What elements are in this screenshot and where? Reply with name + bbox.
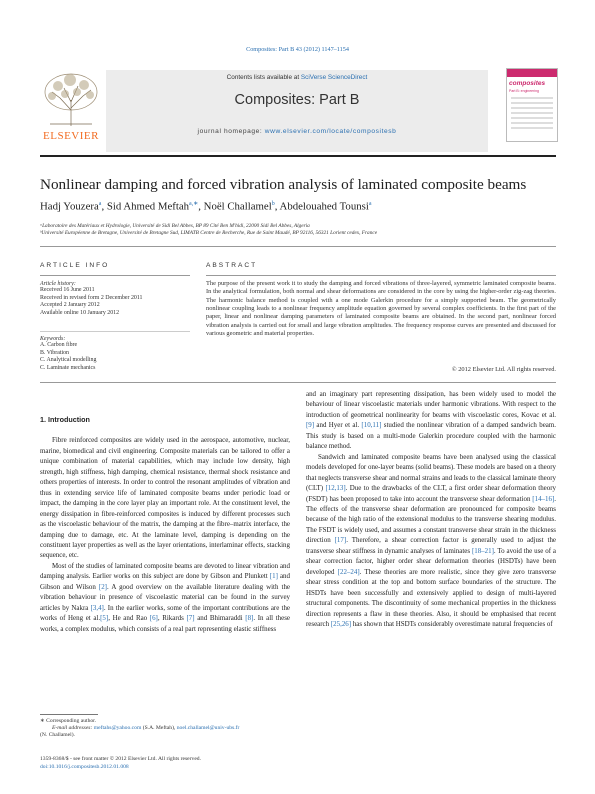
- homepage-link[interactable]: www.elsevier.com/locate/compositesb: [264, 128, 397, 135]
- article-title: Nonlinear damping and forced vibration analysis of laminated composite beams: [40, 176, 527, 193]
- keyword-item: B. Vibration: [40, 349, 69, 356]
- header-rule: [40, 155, 556, 157]
- text-run: , Rikards: [157, 614, 187, 623]
- citation-link[interactable]: [12,13]: [325, 484, 346, 493]
- history-item: Received 16 June 2011: [40, 287, 95, 293]
- text-run: and Bhimaraddi: [194, 614, 246, 623]
- abstract-rule: [206, 275, 556, 276]
- email-label: E-mail addresses:: [52, 725, 94, 732]
- history-item: Available online 10 January 2012: [40, 309, 120, 316]
- text-run: . To avoid the use of a shear correction factor, higher order shear deformation theories (HSDTs) have been developed: [306, 546, 556, 576]
- affiliation-b: ᵇUniversité Européenne de Bretagne, Université de Bretagne Sud, LIMATB Centre de Recherche, Rue de Saint Maudé, BP 92116, 56321 Lorient cedex, France: [40, 230, 378, 236]
- homepage-prefix: journal homepage:: [197, 128, 265, 135]
- paragraph: [306, 452, 556, 630]
- text-run: and an imaginary part representing dissipation, has been widely used to model the behaviour of linear viscoelastic materials under harmonic vibrations. With respect to the introduction of geometrical nonlinearity for beams with viscoelastic cores, Kovac et al.: [306, 390, 556, 419]
- journal-title: Composites: Part B: [234, 92, 360, 108]
- cover-band: [507, 69, 557, 77]
- text-run: . In all these works, a complex modulus, which consists of a real part representing elastic stiffness: [40, 614, 291, 633]
- paragraph: [40, 435, 290, 560]
- body-left-column: [40, 415, 290, 634]
- email-link-2[interactable]: noel.challamel@univ-ubs.fr: [176, 725, 240, 732]
- text-run: . These theories are more realistic, since they give zero transverse shear stress condition at the top and bottom surface boundaries of the structure. The HSDTs have been successfully and extensively applied to design of multi-layered structural components. The discontinuity of some mechanical properties in the thickness direction represents a flaw in these theories. Also, it should be emphasised that recent research: [306, 567, 556, 628]
- text-run: . Due to the drawbacks of the CLT, a first order shear deformation theory (FSDT) has been proposed to take into account the transverse shear deformation: [306, 484, 556, 503]
- history-item: Received in revised form 2 December 2011: [40, 294, 143, 301]
- affiliation-a: ᵃLaboratoire des Matériaux et Hydrologie, Université de Sidi Bel Abbes, BP 89 Cité Ben M'hidi, 22000 Sidi Bel Abbes, Algeria: [40, 223, 310, 229]
- author-4: Abdelouahed Tounsi: [279, 200, 369, 213]
- citation-link[interactable]: [8]: [245, 614, 254, 623]
- keywords-block: [40, 336, 190, 372]
- text-run: Most of the studies of laminated composite beams are devoted to linear vibration and damping analysis. Earlier works on this subject are done by Gibson and Plunkett: [40, 561, 290, 581]
- doi-link[interactable]: doi:10.1016/j.compositesb.2012.01.008: [40, 764, 129, 770]
- citation-link[interactable]: [5]: [100, 614, 109, 623]
- cover-title: composites: [509, 80, 546, 87]
- article-history: [40, 281, 190, 317]
- history-label: Article history:: [40, 281, 76, 287]
- author-3: Noël Challamel: [203, 200, 272, 213]
- text-run: . In the earlier works, some of the important contributions are the works of Heng et al.: [40, 603, 291, 623]
- author-1-mark[interactable]: a: [98, 201, 102, 207]
- abstract-text: The purpose of the present work it to study the damping and forced vibrations of three-layered, symmetric laminated composite beams. In the analytical formulation, both normal and shear deformations are considered in the core by using the higher-order zig-zag theories. The harmonic balance method is coupled with a one mode Galerkin procedure for a simply supported beam. The geometrically nonlinear coupling leads to a nonlinear frequency amplitude equation governed by several complex coefficients. In the first part of the paper, linear and nonlinear damping parameters of laminated composite beams are obtained. In the second part, nonlinear forced vibration analysis is carried out for small and large vibration amplitudes. The frequency response curves are presented and discussed for various geometric and material properties.: [206, 280, 556, 338]
- masthead-band: [106, 70, 488, 152]
- cover-text-lines: [511, 97, 553, 132]
- citation-link[interactable]: [14–16]: [532, 494, 555, 503]
- text-run: . A good overview on the available literature dealing with the vibration behaviour in presence of viscoelastic material can be found in the survey articles by Nakra: [40, 582, 290, 612]
- author-sep: ,: [198, 200, 204, 213]
- text-run: . The effects of the transverse shear deformation are pronounced for composite beams because of the high ratio of the extensional modulus to the transverse shearing modulus. The FSDT is widely used, and assumes a constant transverse shear strain in the thickness direction: [306, 494, 556, 545]
- author-2: Sid Ahmed Meftah: [106, 200, 190, 213]
- citation-link[interactable]: [22–24]: [337, 567, 360, 576]
- author-sep: ,: [101, 200, 107, 213]
- author-4-mark[interactable]: a: [368, 201, 372, 207]
- abstract-end-rule: [40, 382, 556, 383]
- cover-subtitle: Part B: engineering: [509, 89, 539, 93]
- article-info-rule: [40, 275, 190, 276]
- paragraph: [306, 389, 556, 452]
- contents-line: [106, 74, 488, 81]
- text-run: , He and Rao: [108, 614, 150, 623]
- citation-link[interactable]: [3,4]: [90, 603, 104, 612]
- text-run: studied the nonlinear vibration of a damped sandwich beam. This study is based on a multi-mode Galerkin procedure coupled with the harmonic balance method.: [306, 421, 556, 451]
- keywords-rule: [40, 331, 190, 332]
- journal-homepage: [106, 128, 488, 135]
- text-run: and Gibson and Wilson: [40, 572, 290, 591]
- citation-link[interactable]: [18–21]: [471, 546, 494, 555]
- history-item: Accepted 2 January 2012: [40, 302, 100, 309]
- contents-prefix: Contents lists available at: [226, 74, 301, 81]
- footnote-rule: [40, 714, 98, 715]
- publisher-wordmark: ELSEVIER: [43, 130, 99, 142]
- corresponding-author-note: ∗ Corresponding author.: [40, 718, 97, 724]
- paragraph: [40, 561, 290, 634]
- text-run: has shown that HSDTs considerably overestimate natural frequencies of: [351, 619, 553, 628]
- citation-link[interactable]: [2]: [98, 582, 107, 591]
- abstract-heading: ABSTRACT: [206, 262, 258, 269]
- author-3-mark[interactable]: b: [271, 201, 275, 207]
- email-owner-2: (N. Challamel).: [40, 732, 75, 739]
- keyword-item: A. Carbon fibre: [40, 342, 78, 348]
- email-owner-1: (S.A. Meftah),: [141, 725, 177, 732]
- citation-link[interactable]: [9]: [306, 421, 315, 430]
- journal-cover-thumbnail: [506, 68, 558, 142]
- footnote: [40, 718, 300, 740]
- sciverse-link[interactable]: SciVerse ScienceDirect: [300, 74, 368, 81]
- email-link-1[interactable]: meftahs@yahoo.com: [93, 725, 142, 732]
- email-line: [40, 725, 300, 732]
- keywords-label: Keywords:: [40, 336, 66, 342]
- elsevier-tree-logo: [40, 70, 102, 148]
- text-run: Fibre reinforced composites are widely used in the aerospace, automotive, nuclear, marine, biomedical and civil engineering. Composite materials can be tailored to offer a unique combination of material capabilities, which may include low density, high strength, high stiffness, high damping, chemical resistance, thermal shock resistance and others properties of interests. In order to control the resonant amplitudes of vibration and thus in extending service life of laminated composite beams under periodic load or impact, the damping in the core layer play an important role. At the constituent level, the energy dissipation in fibre-reinforced composites is induced by different processes such as the viscoelastic behaviour of the matrix, the damping at the fibre–matrix interface, the damping due to damage, etc. At the laminate level, damping is depending on the constituent layer properties as well as the layer orientations, interlaminar effects, stacking sequence, etc.: [40, 436, 290, 560]
- keyword-item: C. Analytical modelling: [40, 357, 97, 364]
- citation-link[interactable]: [10,11]: [361, 421, 382, 430]
- section-heading-introduction: 1. Introduction: [40, 415, 90, 424]
- author-2-mark[interactable]: a,∗: [189, 201, 199, 207]
- citation-link[interactable]: [25,26]: [330, 619, 352, 628]
- citation-link[interactable]: [17]: [334, 536, 347, 545]
- article-info-heading: ARTICLE INFO: [40, 262, 110, 269]
- tree-icon: [40, 70, 102, 128]
- affiliation-rule: [40, 246, 556, 247]
- author-list: [40, 200, 556, 213]
- keyword-item: C. Laminate mechanics: [40, 364, 96, 371]
- author-1: Hadj Youzera: [40, 200, 99, 213]
- citation-link[interactable]: [7]: [186, 614, 195, 623]
- citation-link[interactable]: [1]: [269, 572, 278, 581]
- author-sep: ,: [274, 200, 280, 213]
- citation-link[interactable]: [6]: [149, 614, 158, 623]
- journal-reference[interactable]: Composites: Part B 43 (2012) 1147–1154: [246, 46, 349, 53]
- issn-line: 1359-8368/$ - see front matter © 2012 Elsevier Ltd. All rights reserved.: [40, 756, 201, 762]
- text-run: and Hyer et al.: [314, 421, 362, 430]
- text-run: Sandwich and laminated composite beams have been analysed using the classical models developed for one-layer beams (solid beams). These models are based on a theory that neglects transverse shear and normal strains and leads to the classical laminate theory (CLT): [306, 452, 556, 493]
- masthead: [40, 70, 556, 152]
- copyright-line: © 2012 Elsevier Ltd. All rights reserved.: [451, 366, 556, 373]
- text-run: . Therefore, a shear correction factor is generally used to adjust the transverse shear stiffness in dynamic analyses of laminates: [306, 536, 556, 555]
- body-right-column: [306, 389, 556, 629]
